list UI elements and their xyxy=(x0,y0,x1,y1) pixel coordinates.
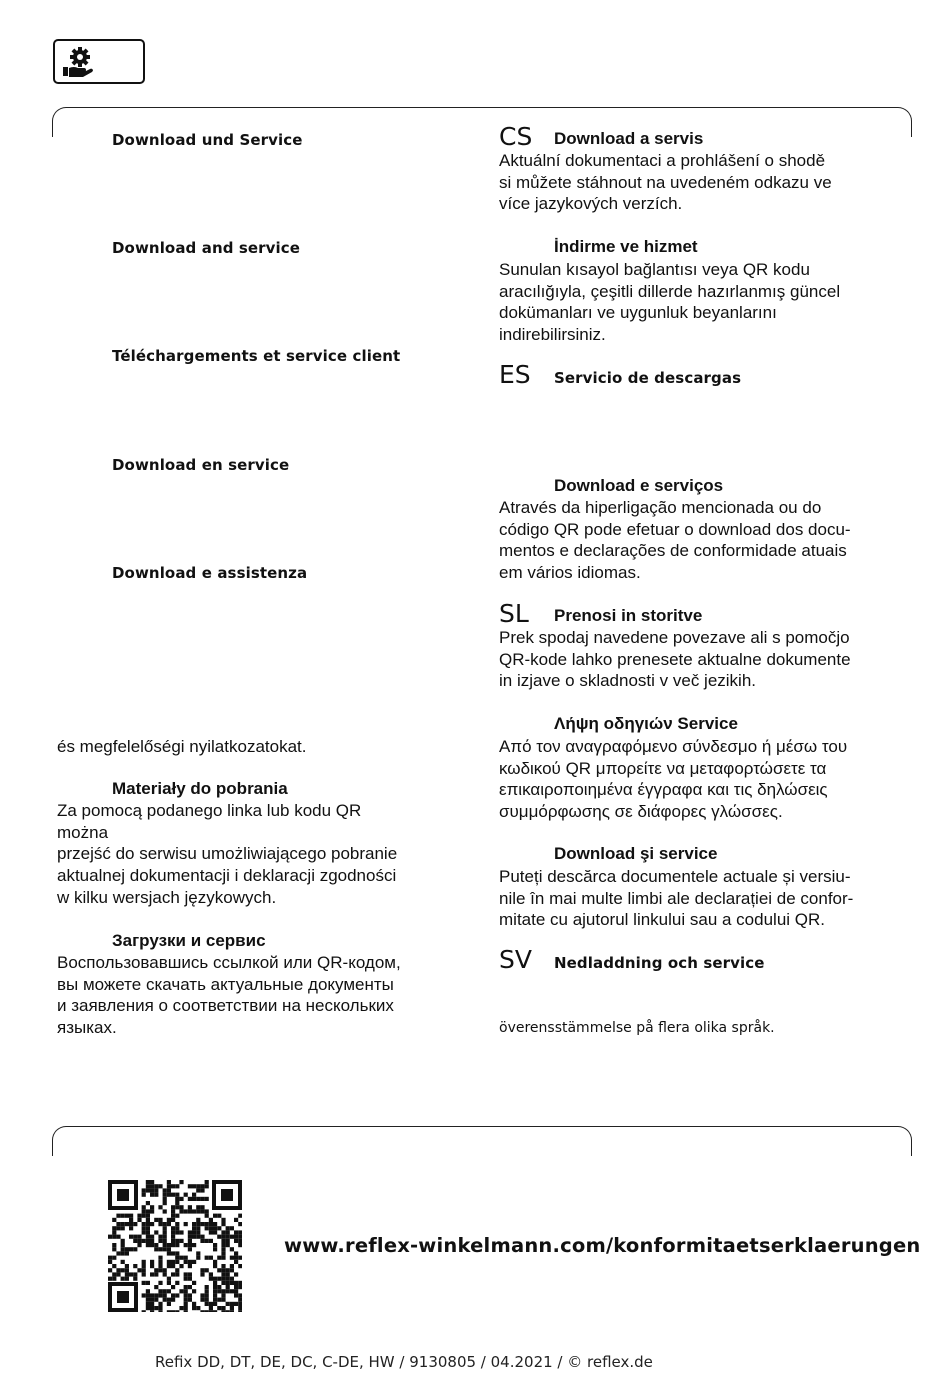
sl-code: SL xyxy=(499,599,529,628)
sl-title: Prenosi in storitve xyxy=(554,606,703,625)
it-title: Download e assistenza xyxy=(112,564,308,582)
hu-text-tail: és megfelelőségi nyilatkozatokat. xyxy=(57,737,307,756)
ro-title: Download şi service xyxy=(554,844,718,863)
cs-text: Aktuální dokumentaci a prohlášení o shodě si můžete stáhnout na uvedeném odkazu ve více jazykových verzích. xyxy=(499,151,832,214)
sl-text: Prek spodaj navedene povezave ali s pomočjo QR-kode lahko prenesete aktualne dokumente in izjave o skladnosti v več jezikih. xyxy=(499,628,851,691)
de-title: Download und Service xyxy=(112,131,303,149)
sv-title: Nedladdning och service xyxy=(554,954,765,972)
sv-code: SV xyxy=(499,945,532,974)
fr-title: Téléchargements et service client xyxy=(112,347,401,365)
el-text: Από τον αναγραφόμενο σύνδεσμο ή μέσω του κωδικού QR μπορείτε να μεταφορτώσετε τα επικαιροποιημένα έγγραφα και τις δηλώσεις συμμόρφωσης σε διάφορες γλώσσες. xyxy=(499,737,848,822)
service-icon-box xyxy=(53,39,145,84)
pt-title: Download e serviços xyxy=(554,476,724,495)
tr-text: Sunulan kısayol bağlantısı veya QR kodu aracılığıyla, çeşitli dillerde hazırlanmış güncel dokümanları ve uygunluk beyanlarını indirebilirsiniz. xyxy=(499,260,841,345)
es-title: Servicio de descargas xyxy=(554,369,742,387)
el-title: Λήψη οδηγιών Service xyxy=(554,714,738,733)
qr-code-icon[interactable] xyxy=(108,1180,242,1312)
nl-title: Download en service xyxy=(112,456,290,474)
download-url-link[interactable]: www.reflex-winkelmann.com/konformitaetserklaerungen xyxy=(284,1234,921,1257)
pl-text: Za pomocą podanego linka lub kodu QR można przejść do serwisu umożliwiającego pobranie aktualnej dokumentacji i deklaracji zgodności w kilku wersjach językowych. xyxy=(57,801,398,907)
cs-title: Download a servis xyxy=(554,129,704,148)
footer-info: Refix DD, DT, DE, DC, C-DE, HW / 9130805 / 04.2021 / © reflex.de xyxy=(155,1353,653,1371)
ru-title: Загрузки и сервис xyxy=(112,931,266,950)
pl-title: Materiały do pobrania xyxy=(112,779,288,798)
en-title: Download and service xyxy=(112,239,301,257)
service-hand-gear-icon xyxy=(61,47,93,79)
es-code: ES xyxy=(499,360,531,389)
sv-text-tail: överensstämmelse på flera olika språk. xyxy=(499,1020,775,1036)
ro-text: Puteți descărca documentele actuale și versiu- nile în mai multe limbi ale declarației de confor- mitate cu ajutorul linkului sau a codului QR. xyxy=(499,867,854,930)
ru-text: Воспользовавшись ссылкой или QR-кодом, вы можете скачать актуальные документы и заявления о соответствии на нескольких языках. xyxy=(57,953,401,1038)
cs-code: CS xyxy=(499,122,533,151)
pt-text: Através da hiperligação mencionada ou do código QR pode efetuar o download dos docu- mentos e declarações de conformidade atuais em vários idiomas. xyxy=(499,498,851,583)
download-frame-top xyxy=(52,1126,912,1156)
tr-title: İndirme ve hizmet xyxy=(554,237,698,256)
